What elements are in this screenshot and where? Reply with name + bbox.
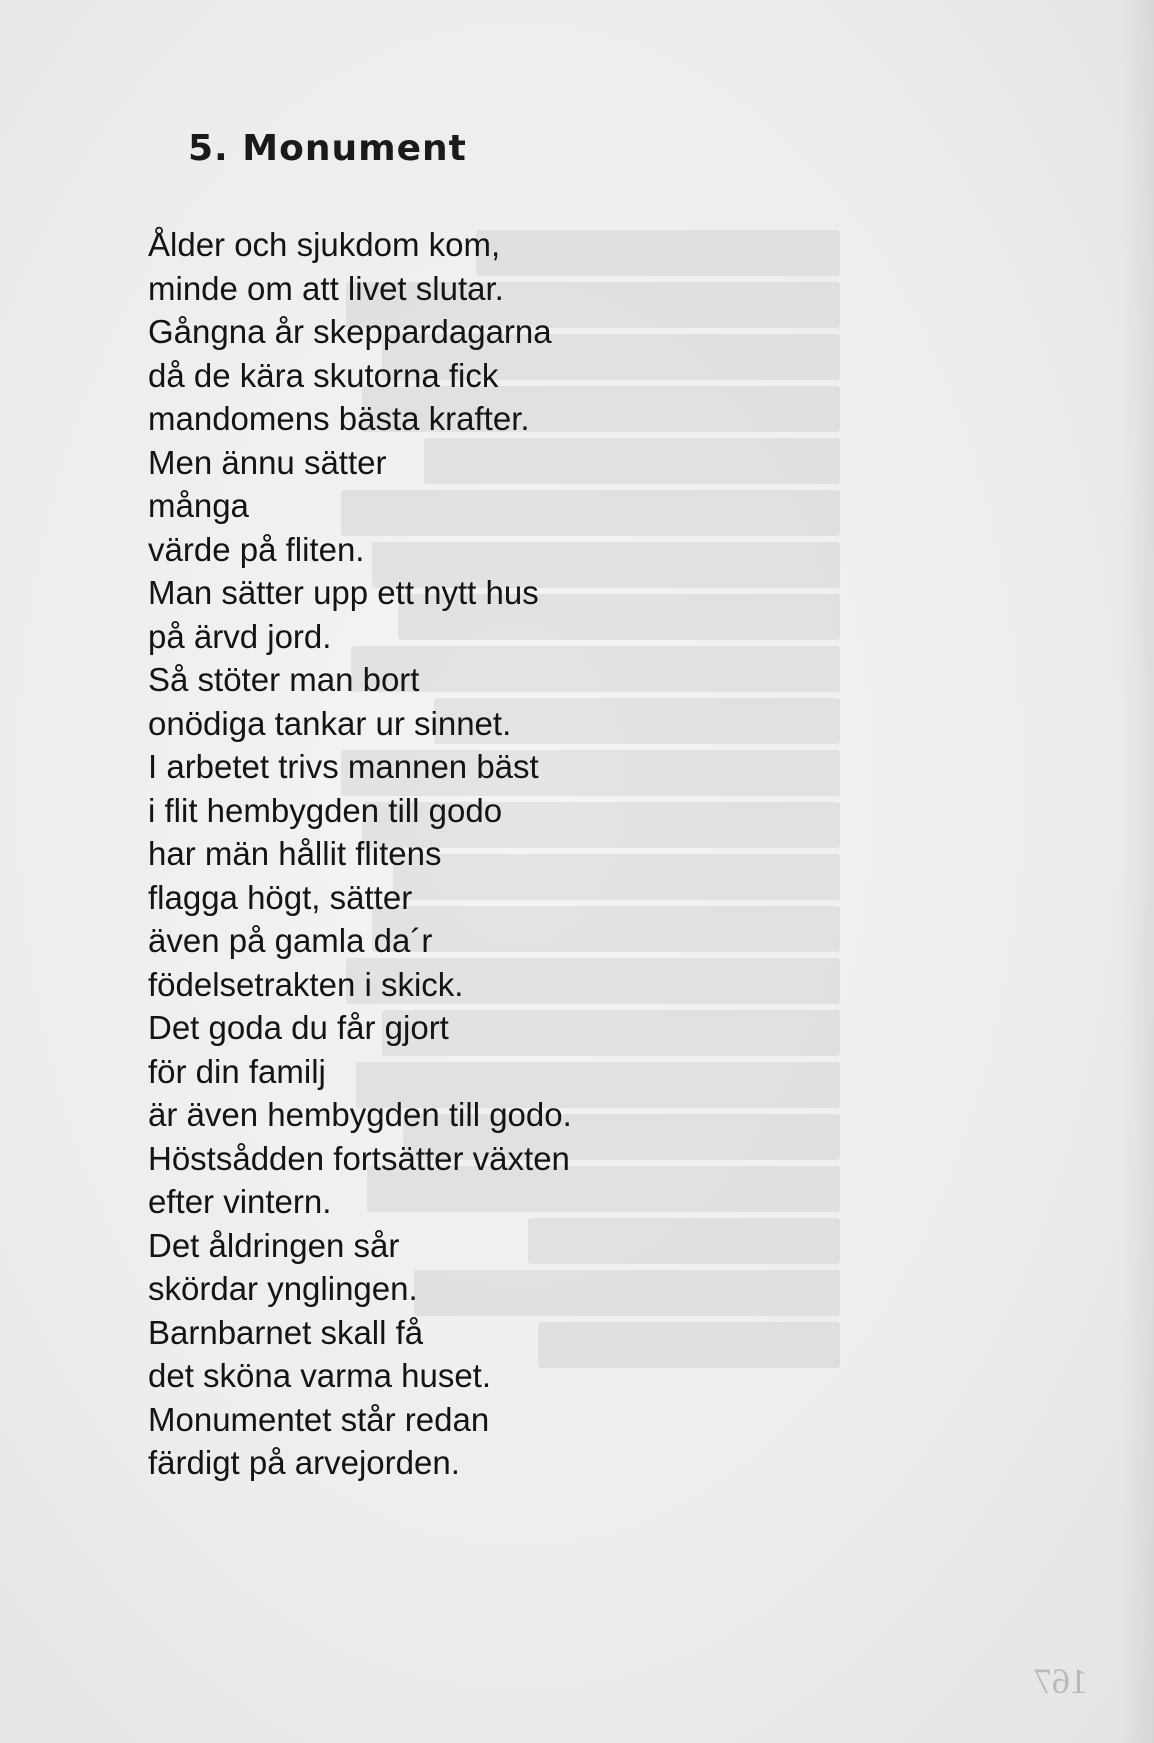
poem-body: [148, 223, 708, 1485]
poem-line: onödiga tankar ur sinnet.: [148, 704, 512, 742]
poem-line: Det åldringen sår: [148, 1226, 400, 1264]
poem-line: födelsetrakten i skick.: [148, 965, 464, 1003]
poem-line: i flit hembygden till godo: [148, 791, 503, 829]
poem-line: Ålder och sjukdom kom,: [148, 226, 501, 263]
page-edge-shadow: [1120, 0, 1154, 1743]
poem-line: minde om att livet slutar.: [148, 269, 504, 307]
poem-line: Man sätter upp ett nytt hus: [148, 574, 539, 611]
poem-line: värde på fliten.: [148, 530, 365, 568]
page-number: 167: [1034, 1661, 1088, 1701]
poem-line: mandomens bästa krafter.: [148, 400, 530, 437]
poem-line: Monumentet står redan: [148, 1400, 490, 1438]
poem-line: Men ännu sätter: [148, 443, 387, 481]
poem-line: Det goda du får gjort: [148, 1009, 449, 1046]
poem-line: färdigt på arvejorden.: [148, 1444, 460, 1481]
poem-line: flagga högt, sätter: [148, 878, 413, 916]
poem-line: Gångna år skeppardagarna: [148, 313, 552, 350]
poem-title: 5. Monument: [188, 128, 467, 169]
poem-line: Höstsådden fortsätter växten: [148, 1139, 570, 1177]
poem-line: för din familj: [148, 1052, 326, 1090]
poem-line: på ärvd jord.: [148, 617, 332, 655]
poem-line: Så stöter man bort: [148, 661, 420, 698]
poem-line: Barnbarnet skall få: [148, 1313, 424, 1351]
poem-line: efter vintern.: [148, 1183, 332, 1220]
poem-line: då de kära skutorna fick: [148, 356, 499, 394]
poem-line: även på gamla da´r: [148, 922, 433, 959]
poem-line: många: [148, 487, 249, 524]
poem-line: skördar ynglingen.: [148, 1270, 418, 1307]
poem-line: har män hållit flitens: [148, 835, 442, 872]
poem-line: I arbetet trivs mannen bäst: [148, 748, 539, 785]
poem-line: det sköna varma huset.: [148, 1357, 492, 1394]
poem-line: är även hembygden till godo.: [148, 1096, 572, 1133]
